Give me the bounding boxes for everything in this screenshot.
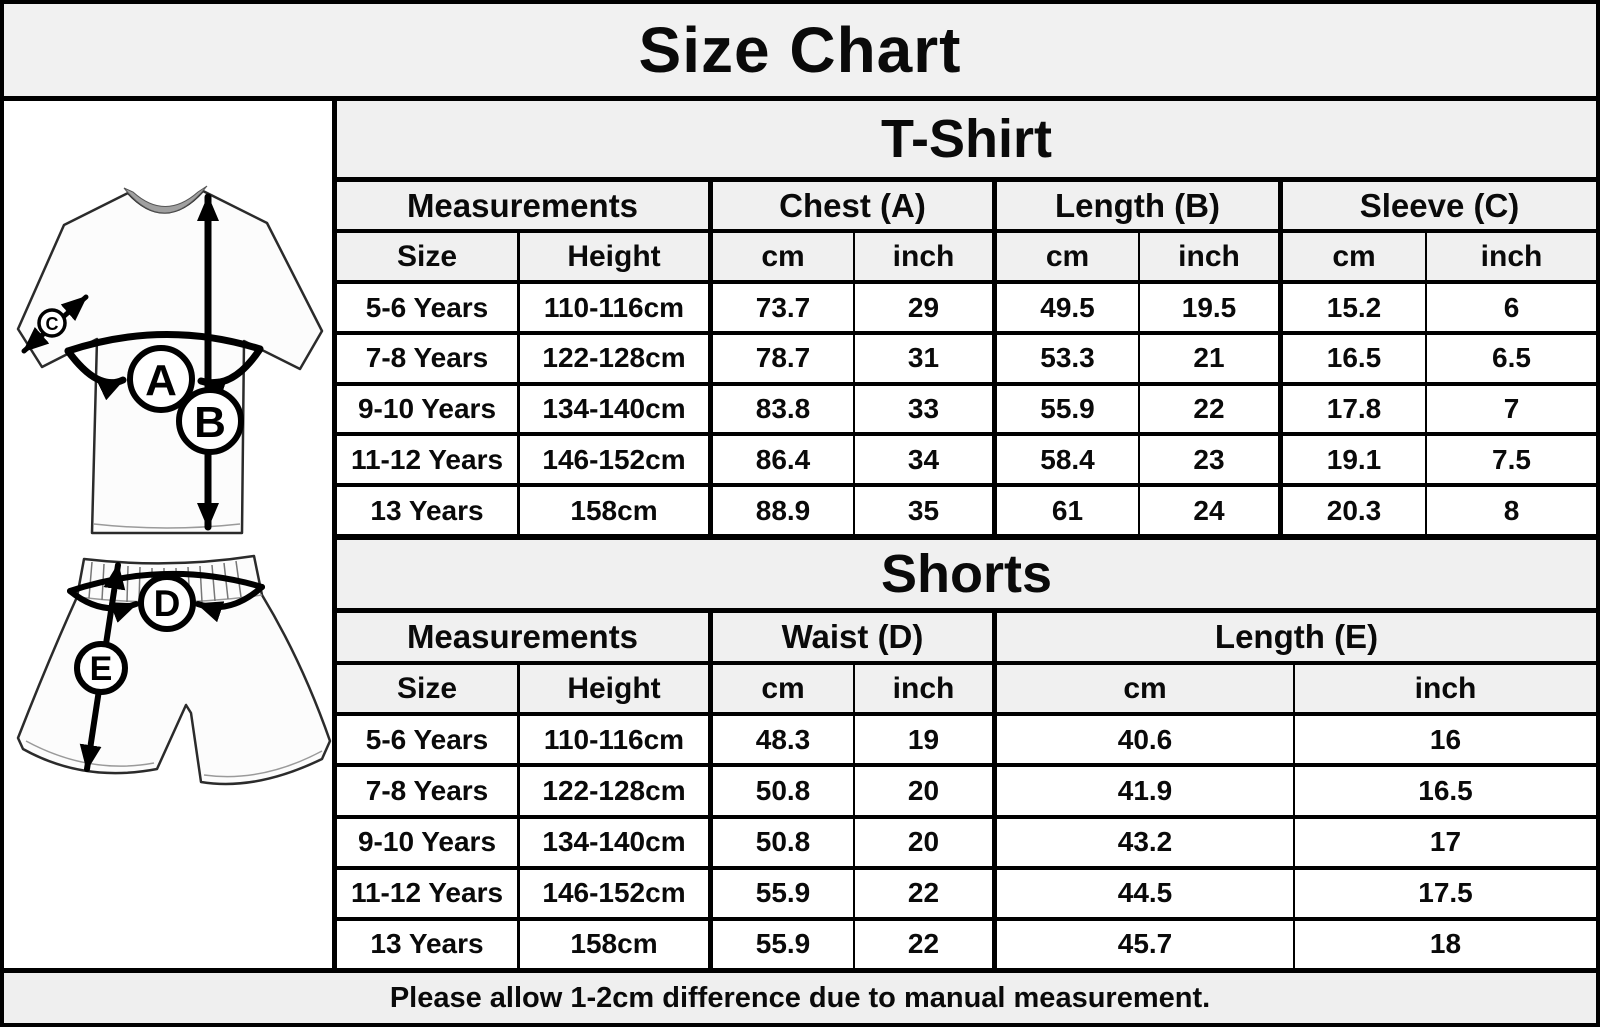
tshirt-row-1 — [337, 331, 1596, 382]
tshirt-illustration — [18, 186, 322, 533]
tshirt-length-cm-header: cm — [997, 229, 1140, 280]
cell: 50.8 — [713, 815, 855, 866]
tshirt-row-3 — [337, 432, 1596, 483]
page-title: Size Chart — [4, 4, 1596, 101]
cell: 20 — [855, 763, 997, 814]
cell: 78.7 — [713, 331, 855, 382]
shorts-length-header: Length (E) — [997, 608, 1596, 661]
cell: 17.5 — [1295, 866, 1596, 917]
cell: 73.7 — [713, 280, 855, 331]
cell: 11-12 Years — [337, 432, 520, 483]
shorts-sub-header-row — [337, 661, 1596, 712]
shorts-row-1 — [337, 763, 1596, 814]
cell: 86.4 — [713, 432, 855, 483]
cell: 22 — [855, 866, 997, 917]
cell: 16.5 — [1295, 763, 1596, 814]
cell: 7-8 Years — [337, 763, 520, 814]
cell: 134-140cm — [520, 382, 713, 433]
cell: 7 — [1427, 382, 1596, 433]
tshirt-height-header: Height — [520, 229, 713, 280]
shorts-measurements-header: Measurements — [337, 608, 713, 661]
cell: 13 Years — [337, 483, 520, 534]
tshirt-row-2 — [337, 382, 1596, 433]
shorts-height-header: Height — [520, 661, 713, 712]
cell: 33 — [855, 382, 997, 433]
cell: 31 — [855, 331, 997, 382]
tshirt-measurements-header: Measurements — [337, 177, 713, 230]
cell: 24 — [1140, 483, 1283, 534]
shorts-waist-cm-header: cm — [713, 661, 855, 712]
tshirt-section-row — [337, 101, 1596, 177]
shorts-length-cm-header: cm — [997, 661, 1295, 712]
cell: 19.1 — [1283, 432, 1427, 483]
tshirt-table — [337, 101, 1596, 534]
tshirt-size-header: Size — [337, 229, 520, 280]
content-area — [4, 101, 1596, 968]
illustration-panel — [4, 101, 332, 968]
cell: 5-6 Years — [337, 280, 520, 331]
cell: 158cm — [520, 483, 713, 534]
tables-column — [332, 101, 1596, 968]
cell: 134-140cm — [520, 815, 713, 866]
sleeve-label: C — [45, 314, 59, 334]
cell: 61 — [997, 483, 1140, 534]
cell: 22 — [855, 917, 997, 968]
cell: 146-152cm — [520, 432, 713, 483]
chest-label: A — [145, 356, 177, 405]
waist-label: D — [153, 583, 181, 624]
tshirt-length-header: Length (B) — [997, 177, 1283, 230]
garment-illustrations — [4, 101, 332, 963]
cell: 55.9 — [713, 917, 855, 968]
cell: 11-12 Years — [337, 866, 520, 917]
shorts-row-2 — [337, 815, 1596, 866]
cell: 18 — [1295, 917, 1596, 968]
cell: 44.5 — [997, 866, 1295, 917]
shorts-group-header-row — [337, 608, 1596, 661]
shorts-row-3 — [337, 866, 1596, 917]
shorts-illustration — [18, 556, 330, 784]
cell: 41.9 — [997, 763, 1295, 814]
tshirt-chest-header: Chest (A) — [713, 177, 997, 230]
cell: 17.8 — [1283, 382, 1427, 433]
cell: 83.8 — [713, 382, 855, 433]
cell: 45.7 — [997, 917, 1295, 968]
tshirt-row-4 — [337, 483, 1596, 534]
length-label: B — [194, 398, 226, 447]
cell: 17 — [1295, 815, 1596, 866]
cell: 6 — [1427, 280, 1596, 331]
cell: 35 — [855, 483, 997, 534]
tshirt-row-0 — [337, 280, 1596, 331]
cell: 7.5 — [1427, 432, 1596, 483]
cell: 8 — [1427, 483, 1596, 534]
shorts-waist-header: Waist (D) — [713, 608, 997, 661]
shorts-table — [337, 534, 1596, 968]
cell: 16 — [1295, 712, 1596, 763]
tshirt-group-header-row — [337, 177, 1596, 230]
cell: 7-8 Years — [337, 331, 520, 382]
cell: 19 — [855, 712, 997, 763]
cell: 122-128cm — [520, 763, 713, 814]
cell: 55.9 — [997, 382, 1140, 433]
shorts-row-0 — [337, 712, 1596, 763]
measurement-note: Please allow 1-2cm difference due to manual measurement. — [4, 968, 1596, 1023]
cell: 6.5 — [1427, 331, 1596, 382]
cell: 55.9 — [713, 866, 855, 917]
tshirt-sleeve-inch-header: inch — [1427, 229, 1596, 280]
cell: 40.6 — [997, 712, 1295, 763]
cell: 110-116cm — [520, 280, 713, 331]
cell: 16.5 — [1283, 331, 1427, 382]
shorts-size-header: Size — [337, 661, 520, 712]
cell: 23 — [1140, 432, 1283, 483]
cell: 122-128cm — [520, 331, 713, 382]
cell: 110-116cm — [520, 712, 713, 763]
cell: 5-6 Years — [337, 712, 520, 763]
cell: 146-152cm — [520, 866, 713, 917]
cell: 9-10 Years — [337, 382, 520, 433]
cell: 9-10 Years — [337, 815, 520, 866]
cell: 49.5 — [997, 280, 1140, 331]
cell: 20.3 — [1283, 483, 1427, 534]
tshirt-section-title: T-Shirt — [337, 101, 1596, 177]
tshirt-length-inch-header: inch — [1140, 229, 1283, 280]
shorts-length-label: E — [89, 650, 113, 688]
shorts-length-inch-header: inch — [1295, 661, 1596, 712]
cell: 20 — [855, 815, 997, 866]
tshirt-sub-header-row — [337, 229, 1596, 280]
cell: 43.2 — [997, 815, 1295, 866]
cell: 158cm — [520, 917, 713, 968]
cell: 21 — [1140, 331, 1283, 382]
tshirt-chest-inch-header: inch — [855, 229, 997, 280]
cell: 50.8 — [713, 763, 855, 814]
cell: 29 — [855, 280, 997, 331]
cell: 48.3 — [713, 712, 855, 763]
shorts-section-row — [337, 534, 1596, 608]
tshirt-sleeve-header: Sleeve (C) — [1283, 177, 1596, 230]
cell: 34 — [855, 432, 997, 483]
cell: 58.4 — [997, 432, 1140, 483]
cell: 15.2 — [1283, 280, 1427, 331]
cell: 19.5 — [1140, 280, 1283, 331]
tshirt-chest-cm-header: cm — [713, 229, 855, 280]
cell: 53.3 — [997, 331, 1140, 382]
shorts-section-title: Shorts — [337, 534, 1596, 608]
tshirt-sleeve-cm-header: cm — [1283, 229, 1427, 280]
shorts-waist-inch-header: inch — [855, 661, 997, 712]
cell: 13 Years — [337, 917, 520, 968]
cell: 22 — [1140, 382, 1283, 433]
shorts-row-4 — [337, 917, 1596, 968]
cell: 88.9 — [713, 483, 855, 534]
